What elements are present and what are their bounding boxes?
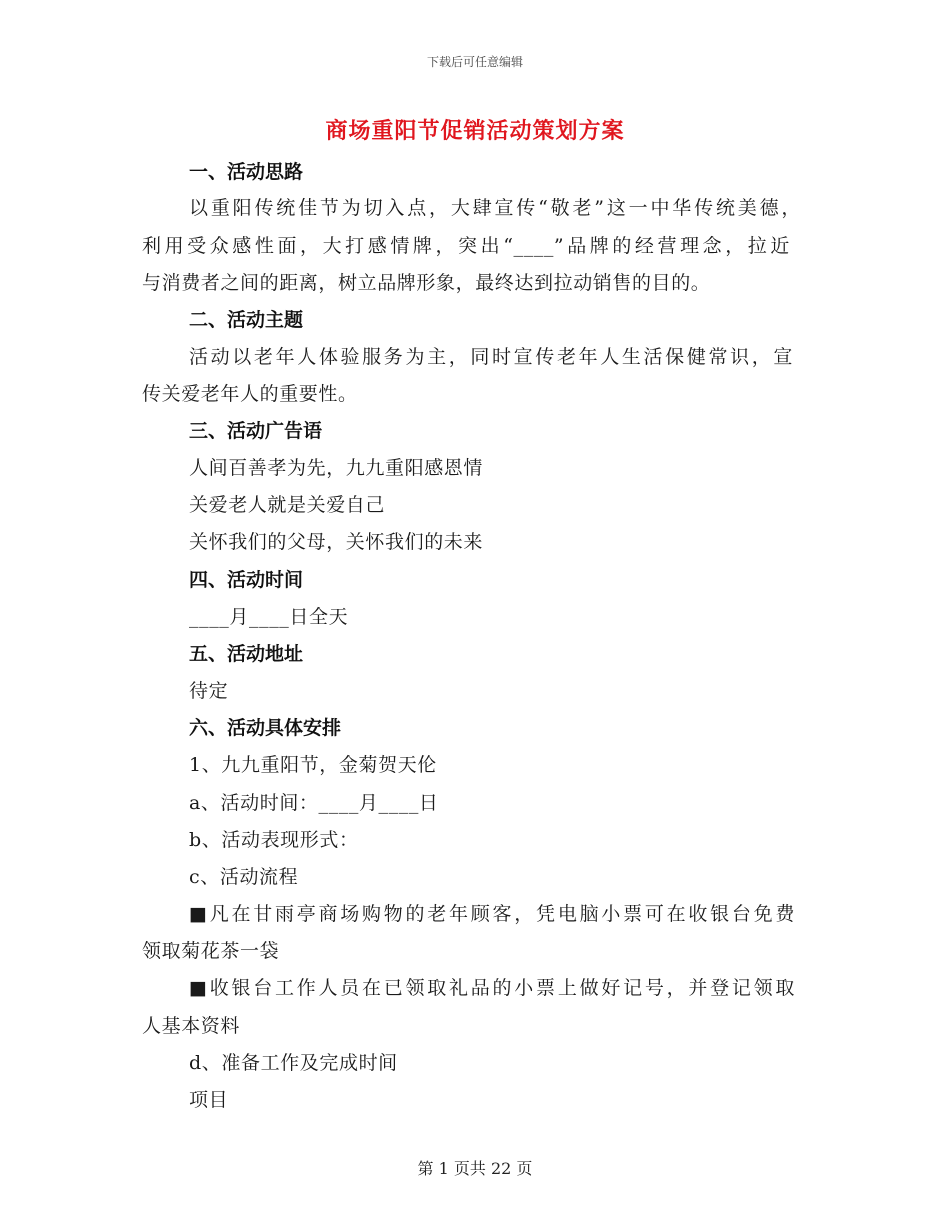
slogan-line: 关怀我们的父母，关怀我们的未来 [189, 531, 484, 553]
page-number: 第 1 页共 22 页 [417, 1159, 533, 1178]
section-heading-2: 二、活动主题 [189, 309, 304, 331]
section-heading-3: 三、活动广告语 [189, 420, 323, 442]
slogan-line: 人间百善孝为先，九九重阳感恩情 [189, 457, 484, 479]
section-heading-4: 四、活动时间 [189, 569, 304, 591]
paragraph-line: 活动以老年人体验服务为主，同时宣传老年人生活保健常识，宣 [189, 346, 793, 368]
paragraph-line: 与消费者之间的距离，树立品牌形象，最终达到拉动销售的目的。 [142, 272, 711, 294]
list-item: a、活动时间：____月____日 [189, 792, 439, 814]
list-item: d、准备工作及完成时间 [189, 1052, 398, 1074]
paragraph-line: 传关爱老年人的重要性。 [142, 383, 358, 405]
activity-date: ____月____日全天 [189, 606, 349, 628]
paragraph-line: 利用受众感性面，大打感情牌，突出“____”品牌的经营理念，拉近 [142, 235, 790, 257]
list-item: 1、九九重阳节，金菊贺天伦 [189, 754, 437, 776]
section-heading-6: 六、活动具体安排 [189, 717, 342, 739]
section-heading-1: 一、活动思路 [189, 161, 304, 183]
paragraph-line: 以重阳传统佳节为切入点，大肆宣传“敬老”这一中华传统美德， [189, 197, 801, 219]
page-header-note: 下载后可任意编辑 [426, 55, 523, 69]
section-heading-5: 五、活动地址 [189, 643, 304, 665]
list-item: c、活动流程 [189, 866, 299, 888]
activity-address: 待定 [189, 680, 229, 702]
paragraph-line: ■凡在甘雨亭商场购物的老年顾客，凭电脑小票可在收银台免费 [189, 903, 795, 925]
slogan-line: 关爱老人就是关爱自己 [189, 494, 386, 516]
list-item: 项目 [189, 1089, 229, 1111]
document-title: 商场重阳节促销活动策划方案 [325, 118, 625, 144]
paragraph-line: 领取菊花茶一袋 [142, 940, 280, 962]
list-item: b、活动表现形式： [189, 829, 359, 851]
paragraph-line: 人基本资料 [142, 1015, 241, 1037]
paragraph-line: ■收银台工作人员在已领取礼品的小票上做好记号，并登记领取 [189, 977, 795, 999]
